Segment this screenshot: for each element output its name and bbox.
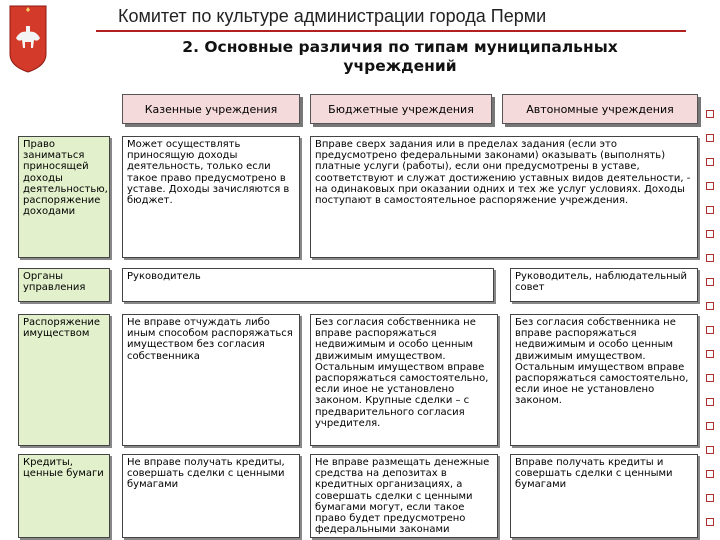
square-icon [706, 446, 714, 454]
square-icon [706, 494, 714, 502]
row-header-property: Распоряжение имуществом [18, 314, 110, 446]
square-icon [706, 302, 714, 310]
square-icon [706, 518, 714, 526]
header-divider [96, 30, 686, 32]
slide-title: 2. Основные различия по типам муниципальных учреждений [182, 38, 618, 75]
committee-title: Комитет по культуре администрации города Перми [118, 6, 547, 26]
column-header-budget: Бюджетные учреждения [310, 94, 492, 124]
column-header-state: Казенные учреждения [122, 94, 300, 124]
square-icon [706, 422, 714, 430]
row-header-governance: Органы управления [18, 268, 110, 302]
square-icon [706, 326, 714, 334]
cell-income-budget-autonomous: Вправе сверх задания или в пределах задания (если это предусмотрено федеральными законами) оказывать (выполнять) платные услуги (работы), если они предусмотрены в уставе, соответствуют и служат достижению уставных видов деятельности, - на одинаковых при оказании одних и тех же услуг условиях. Доходы поступают в самостоятельное распоряжение учреждения. [310, 136, 698, 258]
cell-income-state: Может осуществлять приносящую доходы деятельность, только если такое право предусмотрено в уставе. Доходы зачисляются в бюджет. [122, 136, 300, 258]
cell-property-budget: Без согласия собственника не вправе распоряжаться недвижимым и особо ценным движимым имуществом. Остальным имуществом вправе распоряжаться самостоятельно, если иное не установлено законом. Крупные сделки – с предварительного согласия учредителя. [310, 314, 498, 446]
square-icon [706, 134, 714, 142]
square-icon [706, 158, 714, 166]
square-icon [706, 230, 714, 238]
square-icon [706, 350, 714, 358]
square-icon [706, 278, 714, 286]
decorative-side-squares [702, 110, 718, 530]
cell-credits-state: Не вправе получать кредиты, совершать сделки с ценными бумагами [122, 454, 300, 538]
cell-governance-state-budget: Руководитель [122, 268, 494, 302]
row-header-credits: Кредиты, ценные бумаги [18, 454, 110, 538]
cell-credits-budget: Не вправе размещать денежные средства на депозитах в кредитных организациях, а совершать сделки с ценными бумагами могут, если такое право будет предусмотрено федеральными законами [310, 454, 498, 538]
square-icon [706, 398, 714, 406]
square-icon [706, 182, 714, 190]
column-header-autonomous: Автономные учреждения [502, 94, 698, 124]
square-icon [706, 110, 714, 118]
cell-credits-autonomous: Вправе получать кредиты и совершать сделки с ценными бумагами [510, 454, 698, 538]
row-header-income: Право заниматься приносящей доходы деятельностью, распоряжение доходами [18, 136, 110, 258]
cell-property-autonomous: Без согласия собственника не вправе распоряжаться недвижимым и особо ценным движимым имуществом. Остальным имуществом вправе распоряжаться самостоятельно, если иное не установлено законом. [510, 314, 698, 446]
square-icon [706, 254, 714, 262]
coat-of-arms-icon [8, 4, 48, 74]
square-icon [706, 470, 714, 478]
square-icon [706, 374, 714, 382]
square-icon [706, 206, 714, 214]
cell-governance-autonomous: Руководитель, наблюдательный совет [510, 268, 698, 302]
cell-property-state: Не вправе отчуждать либо иным способом распоряжаться имуществом без согласия собственника [122, 314, 300, 446]
